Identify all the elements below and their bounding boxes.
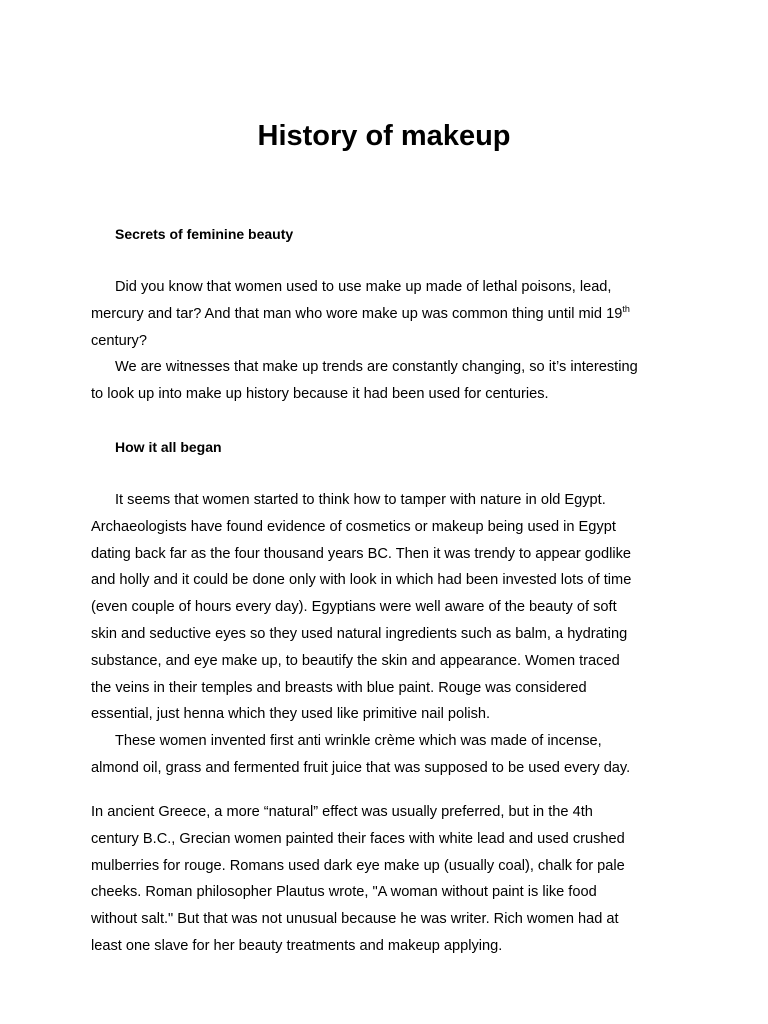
text-line: dating back far as the four thousand years BC. Then it was trendy to appear godlike <box>91 545 632 562</box>
paragraph-secrets-1 <box>91 274 691 354</box>
text-line: Did you know that women used to use make up made of lethal poisons, lead, <box>115 279 612 295</box>
text-line: cheeks. Roman philosopher Plautus wrote, "A woman without paint is like food <box>91 884 597 901</box>
text-line: It seems that women started to think how to tamper with nature in old Egypt. <box>115 492 606 508</box>
paragraph-began-1 <box>91 487 691 728</box>
text-line: skin and seductive eyes so they used natural ingredients such as balm, a hydrating <box>91 625 628 642</box>
text-line: (even couple of hours every day). Egyptians were well aware of the beauty of soft <box>91 599 617 616</box>
text-line: century B.C., Grecian women painted their faces with white lead and used crushed <box>91 830 625 847</box>
text-line <box>91 301 691 328</box>
section-heading-secrets: Secrets of feminine beauty <box>115 226 294 242</box>
text-line: least one slave for her beauty treatments and makeup applying. <box>91 937 503 954</box>
text-line: the veins in their temples and breasts with blue paint. Rouge was considered <box>91 679 587 696</box>
paragraph-began-2 <box>91 728 691 782</box>
text-line: almond oil, grass and fermented fruit juice that was supposed to be used every day. <box>91 759 631 776</box>
text-line: and holly and it could be done only with look in which had been invested lots of time <box>91 572 632 589</box>
text-line: In ancient Greece, a more “natural” effect was usually preferred, but in the 4th <box>91 804 593 820</box>
text-line: We are witnesses that make up trends are constantly changing, so it’s interesting <box>115 359 638 375</box>
section-heading-began: How it all began <box>115 439 222 455</box>
text-line: Archaeologists have found evidence of cosmetics or makeup being used in Egypt <box>91 518 616 535</box>
text-line-content: mercury and tar? And that man who wore make up was common thing until mid 19 <box>91 305 623 322</box>
text-line: substance, and eye make up, to beautify the skin and appearance. Women traced <box>91 652 620 669</box>
text-line: century? <box>91 332 147 349</box>
superscript: th <box>622 303 630 314</box>
paragraph-began-3 <box>91 799 691 960</box>
paragraph-secrets-2 <box>91 354 691 408</box>
page-title: History of makeup <box>257 120 511 152</box>
text-line: to look up into make up history because it had been used for centuries. <box>91 385 549 402</box>
text-line: without salt." But that was not unusual because he was writer. Rich women had at <box>91 911 619 928</box>
text-line: These women invented first anti wrinkle crème which was made of incense, <box>115 733 602 749</box>
text-line: mulberries for rouge. Romans used dark eye make up (usually coal), chalk for pale <box>91 857 625 874</box>
text-line: essential, just henna which they used like primitive nail polish. <box>91 706 491 723</box>
